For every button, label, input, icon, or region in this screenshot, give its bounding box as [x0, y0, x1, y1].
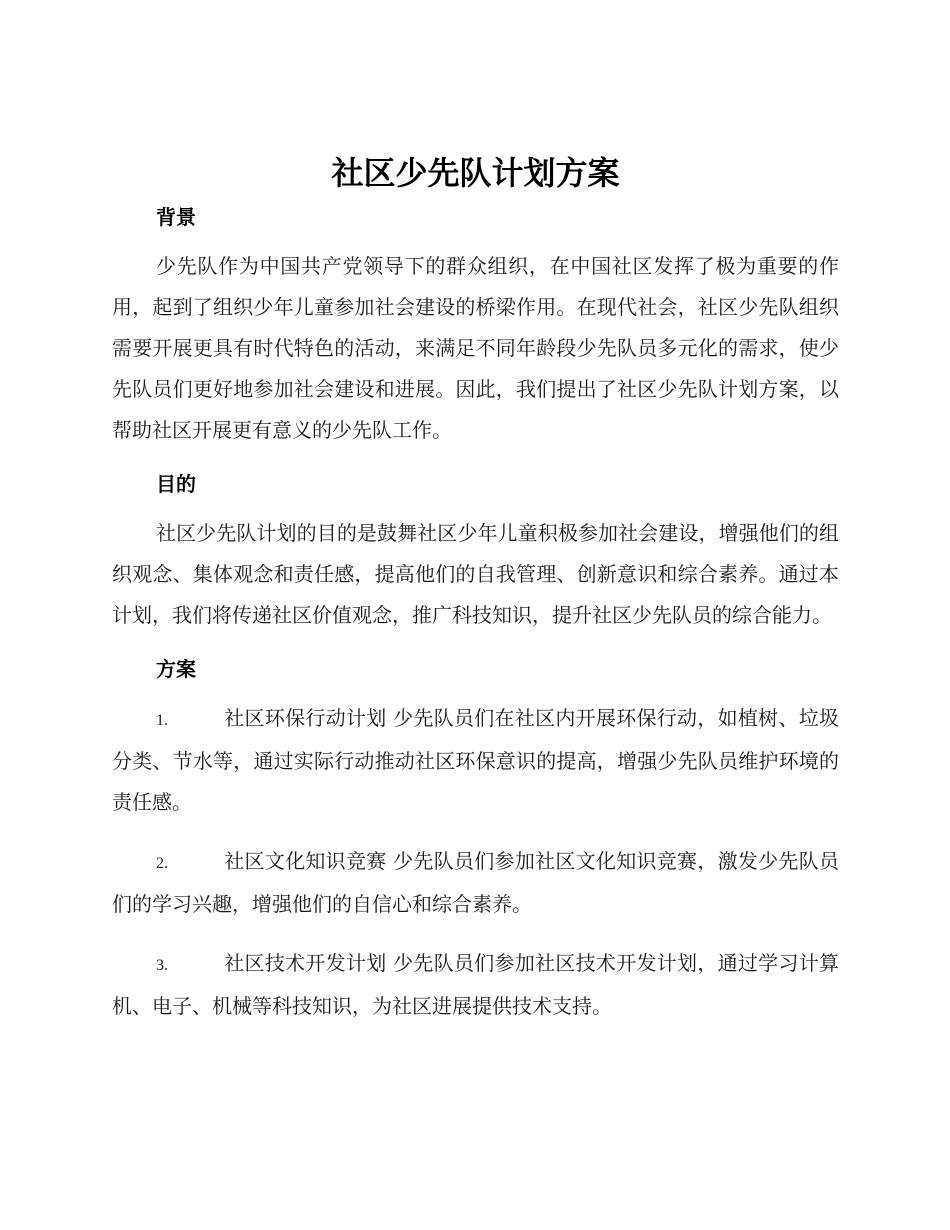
list-item-number: 3.: [156, 957, 168, 974]
list-item-text: 社区文化知识竞赛 少先队员们参加社区文化知识竞赛，激发少先队员们的学习兴趣，增强他们的自信心和综合素养。: [112, 849, 839, 916]
section-plan: [112, 654, 839, 1027]
goal-paragraph: 社区少先队计划的目的是鼓舞社区少年儿童积极参加社会建设，增强他们的组织观念、集体观念和责任感，提高他们的自我管理、创新意识和综合素养。通过本计划，我们将传递社区价值观念，推广科技知识，提升社区少先队员的综合能力。: [112, 521, 839, 627]
section-heading-goal: 目的: [156, 472, 196, 496]
list-item: [112, 841, 839, 925]
document-title: 社区少先队计划方案: [331, 154, 620, 192]
list-item-number: 2.: [156, 855, 168, 872]
list-item-text: 社区环保行动计划 少先队员们在社区内开展环保行动，如植树、垃圾分类、节水等，通过实际行动推动社区环保意识的提高，增强少先队员维护环境的责任感。: [112, 706, 839, 814]
section-heading-background: 背景: [156, 205, 196, 229]
list-item: [112, 698, 839, 823]
list-item-text: 社区技术开发计划 少先队员们参加社区技术开发计划，通过学习计算机、电子、机械等科技知识，为社区进展提供技术支持。: [112, 951, 839, 1018]
background-paragraph: 少先队作为中国共产党领导下的群众组织，在中国社区发挥了极为重要的作用，起到了组织少年儿童参加社会建设的桥梁作用。在现代社会，社区少先队组织需要开展更具有时代特色的活动，来满足不同年龄段少先队员多元化的需求，使少先队员们更好地参加社会建设和进展。因此，我们提出了社区少先队计划方案，以帮助社区开展更有意义的少先队工作。: [112, 254, 839, 442]
section-goal: [112, 469, 839, 636]
section-heading-plan: 方案: [156, 657, 196, 681]
document-page: [112, 150, 839, 1045]
list-item: [112, 943, 839, 1027]
section-background: [112, 202, 839, 451]
list-item-number: 1.: [156, 712, 168, 729]
